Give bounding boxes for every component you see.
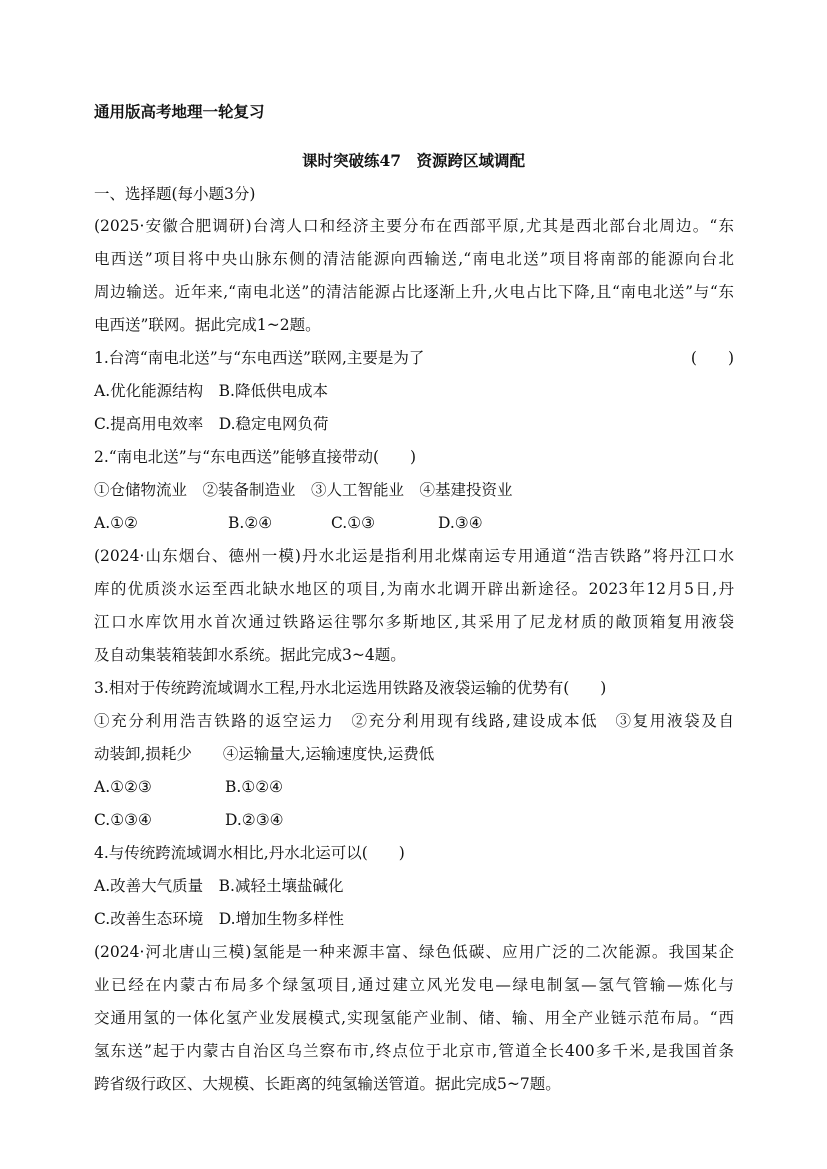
passage3-line-2: 业已经在内蒙古布局多个绿氢项目,通过建立风光发电—绿电制氢—氢气管输—炼化与 xyxy=(94,976,734,994)
q3-items-line-1: ①充分利用浩吉铁路的返空运力 ②充分利用现有线路,建设成本低 ③复用液袋及自 xyxy=(94,712,734,730)
question-1 xyxy=(94,347,734,369)
passage3-line-5: 跨省级行政区、大规模、长距离的纯氢输送管道。据此完成5~7题。 xyxy=(94,1075,561,1093)
q3-option-a: A.①②③ xyxy=(94,778,152,796)
q3-option-c: C.①③④ xyxy=(94,811,152,829)
passage2-line-4: 及自动集装箱装卸水系统。据此完成3~4题。 xyxy=(94,646,406,664)
passage1-line-4: 电西送”联网。据此完成1~2题。 xyxy=(94,316,321,334)
section-heading: 一、选择题(每小题3分) xyxy=(94,185,256,203)
passage3-line-1: (2024·河北唐山三模)氢能是一种来源丰富、绿色低碳、应用广泛的二次能源。我国某企 xyxy=(94,943,734,961)
q1-options-ab: A.优化能源结构 B.降低供电成本 xyxy=(94,382,328,400)
answer-bracket: ( ) xyxy=(690,349,734,367)
passage3-line-3: 交通用氢的一体化氢产业发展模式,实现氢能产业制、储、输、用全产业链示范布局。“西 xyxy=(94,1009,734,1027)
q4-options-ab: A.改善大气质量 B.减轻土壤盐碱化 xyxy=(94,877,344,895)
doc-header: 通用版高考地理一轮复习 xyxy=(94,102,265,121)
q2-items: ①仓储物流业 ②装备制造业 ③人工智能业 ④基建投资业 xyxy=(94,481,513,499)
passage1-line-3: 周边输送。近年来,“南电北送”的清洁能源占比逐渐上升,火电占比下降,且“南电北送”与“东 xyxy=(94,283,734,301)
q3-option-b: B.①②④ xyxy=(225,778,284,796)
question-1-stem: 1.台湾“南电北送”与“东电西送”联网,主要是为了 xyxy=(94,349,425,367)
passage1-line-2: 电西送”项目将中央山脉东侧的清洁能源向西输送,“南电北送”项目将南部的能源向台北 xyxy=(94,250,734,268)
page-title: 课时突破练47 资源跨区域调配 xyxy=(301,151,526,170)
question-3-stem: 3.相对于传统跨流域调水工程,丹水北运选用铁路及液袋运输的优势有( ) xyxy=(94,679,607,697)
q2-option-a: A.①② xyxy=(94,514,138,532)
passage1-line-1: (2025·安徽合肥调研)台湾人口和经济主要分布在西部平原,尤其是西北部台北周边。“东 xyxy=(94,217,734,235)
question-2-stem: 2.“南电北送”与“东电西送”能够直接带动( ) xyxy=(94,448,417,466)
q2-option-b: B.②④ xyxy=(228,514,273,532)
q2-option-d: D.③④ xyxy=(438,514,483,532)
passage3-line-4: 氢东送”起于内蒙古自治区乌兰察布市,终点位于北京市,管道全长400多千米,是我国首条 xyxy=(94,1042,734,1060)
q1-options-cd: C.提高用电效率 D.稳定电网负荷 xyxy=(94,415,329,433)
passage2-line-1: (2024·山东烟台、德州一模)丹水北运是指利用北煤南运专用通道“浩吉铁路”将丹江口水 xyxy=(94,547,734,565)
passage2-line-2: 库的优质淡水运至西北缺水地区的项目,为南水北调开辟出新途径。2023年12月5日,丹 xyxy=(94,580,734,598)
question-4-stem: 4.与传统跨流域调水相比,丹水北运可以( ) xyxy=(94,844,405,862)
q2-option-c: C.①③ xyxy=(331,514,376,532)
passage2-line-3: 江口水库饮用水首次通过铁路运往鄂尔多斯地区,其采用了尼龙材质的敞顶箱复用液袋 xyxy=(94,613,734,631)
q3-items-line-2: 动装卸,损耗少 ④运输量大,运输速度快,运费低 xyxy=(94,745,435,763)
q4-options-cd: C.改善生态环境 D.增加生物多样性 xyxy=(94,910,345,928)
q3-option-d: D.②③④ xyxy=(225,811,284,829)
